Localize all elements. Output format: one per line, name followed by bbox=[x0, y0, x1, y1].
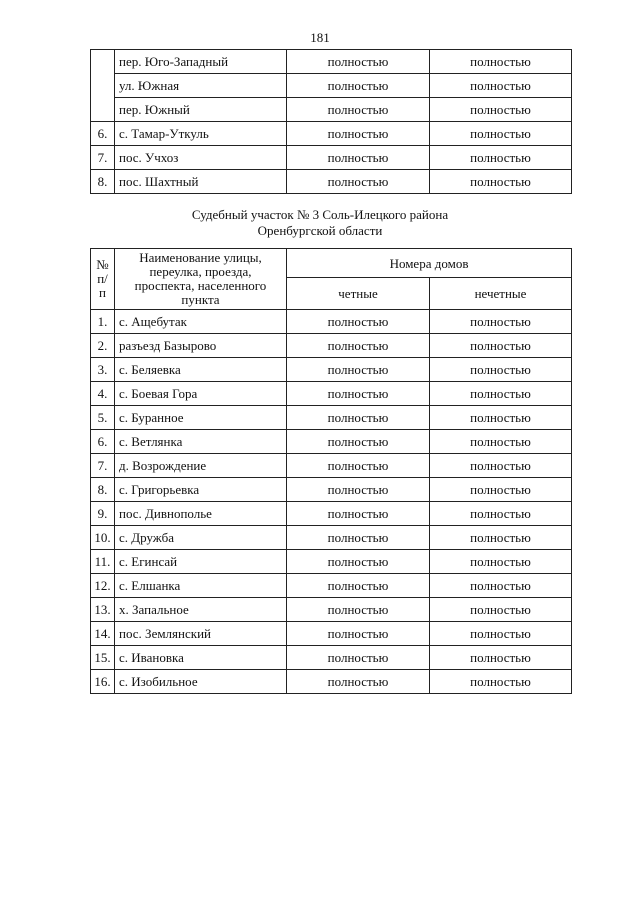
row-number-cell: 8. bbox=[91, 170, 115, 194]
row-number-cell: 14. bbox=[91, 622, 115, 646]
section-title-line1: Судебный участок № 3 Соль-Илецкого района bbox=[191, 207, 449, 222]
header-row bbox=[91, 249, 572, 278]
even-cell: полностью bbox=[287, 478, 430, 502]
row-number-cell: 16. bbox=[91, 670, 115, 694]
odd-cell: полностью bbox=[430, 406, 572, 430]
table-row bbox=[91, 382, 572, 406]
odd-cell: полностью bbox=[430, 170, 572, 194]
street-name-cell: с. Изобильное bbox=[115, 670, 287, 694]
table-row bbox=[91, 526, 572, 550]
row-number-cell: 7. bbox=[91, 146, 115, 170]
odd-cell: полностью bbox=[430, 74, 572, 98]
odd-cell: полностью bbox=[430, 478, 572, 502]
row-number-cell: 11. bbox=[91, 550, 115, 574]
street-name-cell: с. Григорьевка bbox=[115, 478, 287, 502]
table-row bbox=[91, 550, 572, 574]
street-name-cell: с. Егинсай bbox=[115, 550, 287, 574]
street-name-cell: с. Беляевка bbox=[115, 358, 287, 382]
odd-cell: полностью bbox=[430, 598, 572, 622]
even-cell: полностью bbox=[287, 146, 430, 170]
street-name-cell: пос. Шахтный bbox=[115, 170, 287, 194]
even-cell: полностью bbox=[287, 502, 430, 526]
street-name-cell: пер. Юго-Западный bbox=[115, 50, 287, 74]
odd-cell: полностью bbox=[430, 622, 572, 646]
table-row bbox=[91, 170, 572, 194]
page-number: 181 bbox=[310, 30, 330, 45]
row-number-cell: 6. bbox=[91, 122, 115, 146]
street-name-cell: пос. Землянский bbox=[115, 622, 287, 646]
even-cell: полностью bbox=[287, 74, 430, 98]
street-name-cell: с. Ащебутак bbox=[115, 310, 287, 334]
row-number-cell: 6. bbox=[91, 430, 115, 454]
row-number-cell: 15. bbox=[91, 646, 115, 670]
odd-cell: полностью bbox=[430, 310, 572, 334]
street-name-cell: с. Буранное bbox=[115, 406, 287, 430]
odd-header: нечетные bbox=[430, 278, 572, 310]
odd-cell: полностью bbox=[430, 146, 572, 170]
odd-cell: полностью bbox=[430, 98, 572, 122]
table-row bbox=[91, 478, 572, 502]
street-name-cell: х. Запальное bbox=[115, 598, 287, 622]
table-row bbox=[91, 98, 572, 122]
row-number-cell: 2. bbox=[91, 334, 115, 358]
even-cell: полностью bbox=[287, 574, 430, 598]
section-heading bbox=[0, 207, 640, 239]
odd-cell: полностью bbox=[430, 122, 572, 146]
street-name-cell: пер. Южный bbox=[115, 98, 287, 122]
row-number-cell: 8. bbox=[91, 478, 115, 502]
even-cell: полностью bbox=[287, 670, 430, 694]
odd-cell: полностью bbox=[430, 574, 572, 598]
table-row bbox=[91, 358, 572, 382]
table-row bbox=[91, 122, 572, 146]
table-row bbox=[91, 406, 572, 430]
row-number-cell: 5. bbox=[91, 406, 115, 430]
even-header: четные bbox=[287, 278, 430, 310]
odd-cell: полностью bbox=[430, 334, 572, 358]
number-header: № п/п bbox=[91, 249, 115, 310]
table-row bbox=[91, 50, 572, 74]
row-number-cell: 13. bbox=[91, 598, 115, 622]
odd-cell: полностью bbox=[430, 430, 572, 454]
section-title-line2: Оренбургской области bbox=[257, 223, 383, 238]
even-cell: полностью bbox=[287, 382, 430, 406]
table-row bbox=[91, 430, 572, 454]
even-cell: полностью bbox=[287, 406, 430, 430]
house-numbers-header: Номера домов bbox=[287, 249, 572, 278]
even-cell: полностью bbox=[287, 98, 430, 122]
row-number-cell: 1. bbox=[91, 310, 115, 334]
street-name-cell: разъезд Базырово bbox=[115, 334, 287, 358]
odd-cell: полностью bbox=[430, 550, 572, 574]
odd-cell: полностью bbox=[430, 646, 572, 670]
even-cell: полностью bbox=[287, 622, 430, 646]
table-row bbox=[91, 622, 572, 646]
even-cell: полностью bbox=[287, 122, 430, 146]
street-name-cell: ул. Южная bbox=[115, 74, 287, 98]
odd-cell: полностью bbox=[430, 526, 572, 550]
even-cell: полностью bbox=[287, 430, 430, 454]
row-number-cell: 3. bbox=[91, 358, 115, 382]
even-cell: полностью bbox=[287, 334, 430, 358]
street-name-cell: с. Дружба bbox=[115, 526, 287, 550]
even-cell: полностью bbox=[287, 454, 430, 478]
street-name-cell: с. Ивановка bbox=[115, 646, 287, 670]
even-cell: полностью bbox=[287, 50, 430, 74]
street-name-cell: с. Боевая Гора bbox=[115, 382, 287, 406]
row-number-cell: 7. bbox=[91, 454, 115, 478]
street-name-cell: с. Елшанка bbox=[115, 574, 287, 598]
street-name-cell: с. Ветлянка bbox=[115, 430, 287, 454]
row-number-cell bbox=[91, 50, 115, 122]
odd-cell: полностью bbox=[430, 454, 572, 478]
even-cell: полностью bbox=[287, 550, 430, 574]
even-cell: полностью bbox=[287, 526, 430, 550]
table-row bbox=[91, 598, 572, 622]
table-row bbox=[91, 646, 572, 670]
odd-cell: полностью bbox=[430, 502, 572, 526]
even-cell: полностью bbox=[287, 170, 430, 194]
street-name-cell: д. Возрождение bbox=[115, 454, 287, 478]
odd-cell: полностью bbox=[430, 358, 572, 382]
odd-cell: полностью bbox=[430, 382, 572, 406]
table-row bbox=[91, 574, 572, 598]
row-number-cell: 12. bbox=[91, 574, 115, 598]
street-name-cell: с. Тамар-Уткуль bbox=[115, 122, 287, 146]
continuation-table bbox=[90, 49, 572, 194]
table-row bbox=[91, 502, 572, 526]
even-cell: полностью bbox=[287, 310, 430, 334]
row-number-cell: 10. bbox=[91, 526, 115, 550]
even-cell: полностью bbox=[287, 598, 430, 622]
table-row bbox=[91, 146, 572, 170]
odd-cell: полностью bbox=[430, 670, 572, 694]
odd-cell: полностью bbox=[430, 50, 572, 74]
row-number-cell: 9. bbox=[91, 502, 115, 526]
table-row bbox=[91, 310, 572, 334]
table-row bbox=[91, 670, 572, 694]
even-cell: полностью bbox=[287, 646, 430, 670]
street-name-cell: пос. Учхоз bbox=[115, 146, 287, 170]
addresses-table bbox=[90, 248, 572, 694]
row-number-cell: 4. bbox=[91, 382, 115, 406]
street-name-cell: пос. Дивнополье bbox=[115, 502, 287, 526]
table-row bbox=[91, 334, 572, 358]
table-row bbox=[91, 74, 572, 98]
table-row bbox=[91, 454, 572, 478]
name-header: Наименование улицы, переулка, проезда, проспекта, населенного пункта bbox=[115, 249, 287, 310]
even-cell: полностью bbox=[287, 358, 430, 382]
